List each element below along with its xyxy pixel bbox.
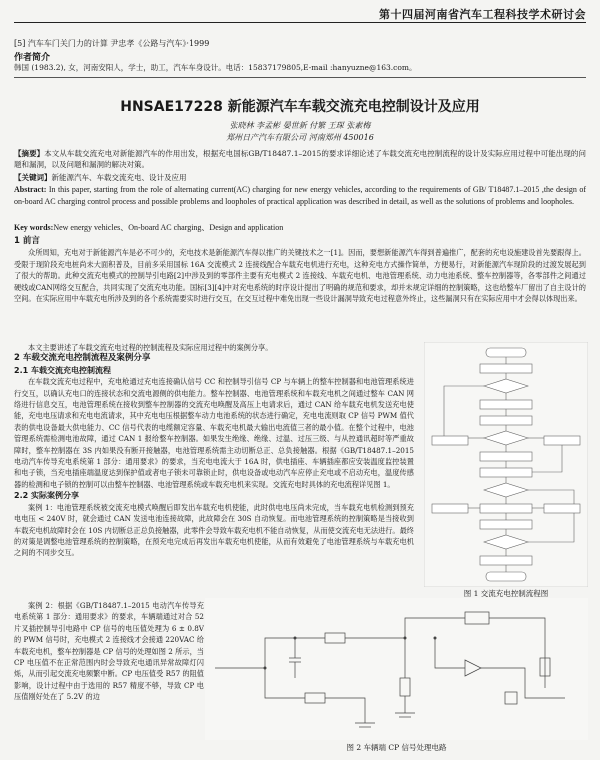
case-2-text: 案例 2：根据《GB/T18487.1–2015 电动汽车传导充电系统第 1 部分：通用要求》的要求，车辆端通过对合 52 片叉插控制导引电路中 CP 信号的电压值处理为 6 ± 0.8V 的 PWM 信号时，充电模式 2 连接线才会接通 220VAC 给车载充电机，整车控制器是 CP 信号的处理如图 2 所示，当 CP 电压值不在正常范围内时会导致充电通讯异常故障灯闪烁，从而引起交流充电频繁中断。CP 电压值受 R57 的阻值影响，设计过程中由于选用的 R57 精度不够，导致 CP 电压值刚好处在了 5.2V 的边: [14, 601, 204, 702]
paper-title: HNSAE17228 新能源汽车车载交流充电控制设计及应用: [120, 99, 480, 115]
figure-1-caption: 图 1 交流充电控制流程图: [463, 589, 549, 598]
section-2-1-para: 在车载交流充电过程中，充电枪通过充电连接确认信号 CC 和控制导引信号 CP 与车辆上的整车控制器和电池管理系统进行交互，以确认充电口的连接状态和交流电源侧的供电能力。整车控制器、电池管理系统和车载充电机之间通过整车 CAN 网络进行信息交互，电池管理系统在接收到整车控制器的交流充电唤醒及高压上电请求后，通过 CAN 给车载充电机发送充电使能，充电电压请求和充电电流请求，其中充电电压根据整车动力电池系统的状态进行确定，充电电流则取 CP 信号 PWM 值代表的供电设备最大供电能力、CC 信号代表的电缆额定容量、车载充电机最大输出电流值三者的最小值。在整个过程中，电池管理系统需检测电池故障，通过 CAN 1 报给整车控制器。如果发生绝缘、绝缘、过温、过压三级、与从控通讯超时等严重故障时，整车控制器在 3S 内如果没有断开接触器，电池管理系统需主动切断总正、总负接触器。根据《GB/T18487.1–2015 电动汽车传导充电系统第 1 部分：通用要求》的要求，当充电电流大于 16A 时，供电插座、车辆插座都应安装温度监控装置和电子锁，当充电插座端温度达到保护值或者电子锁未可靠锁止时，供电设备或电动汽车应停止充电或不启动充电，温度传感器的检测和电子锁的控制可以由整车控制器、电池管理系统或车载充电机来实现。交流充电时具体的充电流程详见图 1。: [14, 377, 414, 489]
abstract-en: [14, 184, 586, 208]
case-1-para: 案例 1：电池管理系统被交流充电模式唤醒后即发出车载充电机使能，此时供电电压尚未完成，当车载充电机检测到预充电电压 < 240V 时，就会通过 CAN 发送电池连接故障，此故障会在 30S 自动恢复。而电池管理系统的控制策略是当接收到车载充电机故障时会在 10S 内切断总正总负接触器，此零件会导致车载充电机不能自动恢复，从而使交流充电无法进行。最终的对策是调整电池管理系统的控制策略，在预充电完成后再发出车载充电机使能，从而有效避免了电池管理系统与车载充电机之间的不同步交互。: [14, 502, 414, 558]
keywords-cn: [14, 172, 586, 183]
bio-heading: 作者简介: [14, 53, 51, 63]
section-2-1-title: 2.1 车载交流充电控制流程: [14, 365, 111, 375]
abstract-cn-label: 【摘要】: [14, 149, 45, 158]
bio-rule: [14, 77, 586, 78]
reference-item: [5] 汽车车门关门力的计算 尹忠孝《公路与汽车》·1999: [14, 39, 210, 48]
keywords-en-label: Key words:: [14, 223, 54, 232]
section-1-para-1: 众所周知，充电对于新能源汽车是必不可少的，充电技术是新能源汽车得以推广的关键技术之一[1]。因而，要想新能源汽车得到普遍推广，配套的充电设施建设首先要跟得上。受限于现阶段充电桩尚未大面积普及，目前多采用国标 16A 交流模式 2 连接线配合车载充电机进行充电，这种充电方式操作简单，方便易行，对新能源汽车现阶段的过渡发展起到了很大的帮助。此种交流充电模式的控制导引电路[2]中涉及到的零部件主要有充电模式 2 连接线、车载充电机、电池管理系统、动力电池系统、整车控制器等，各零部件之间通过硬线或CAN网络交互配合，共同实现了交流充电功能。国标[3][4]中对充电系统的时序设计提出了明确的规范和要求，却并未规定详细的控制策略，这也给整车厂留出了自主设计的空间。在实际应用中车载充电所涉及到的各个系统需要实时进行交互，在交互过程中难免出现一些设计漏洞导致充电过程意外终止，这些漏洞只有在实际应用中才会得以体现出来。: [14, 248, 586, 304]
left-column: [14, 342, 414, 559]
abstract-en-label: Abstract:: [14, 185, 47, 194]
section-1: [14, 236, 586, 304]
paper-authors: 张晓林 李孟彬 晏世新 付繁 王琛 张素梅: [229, 121, 371, 130]
section-1-para-2: 本文主要讲述了车载交流充电过程的控制流程及实际应用过程中的案例分享。: [28, 343, 273, 352]
section-1-title: 1 前言: [14, 236, 40, 246]
section-2-title: 2 车载交流充电控制流程及案例分享: [14, 353, 151, 364]
figure-1-flowchart: [424, 342, 588, 587]
keywords-cn-text: 新能源汽车、车载交流充电、设计及应用: [51, 173, 187, 182]
keywords-cn-label: 【关键词】: [14, 173, 52, 182]
bio-text: 韩国 (1983.2), 女，河南安阳人，学士，助工，汽车车身设计。电话：15837179805,E-mail :hanyuzne@163.com。: [14, 63, 417, 72]
journal-header: 第十四届河南省汽车工程科技学术研讨会: [379, 8, 586, 21]
keywords-en: [14, 222, 586, 234]
paper-affiliation: 郑州日产汽车有限公司 河南郑州 450016: [226, 133, 374, 142]
figure-2-caption: 图 2 车辆端 CP 信号处理电路: [346, 743, 447, 752]
figure-2-circuit: [205, 598, 588, 740]
abstract-cn: [14, 148, 586, 170]
abstract-cn-text: 本文从车载交流充电对新能源汽车的作用出发，根据充电国标GB/T18487.1–2015的要求详细论述了车载交流充电控制流程的设计及实际应用过程中可能出现的问题和漏洞，以及问题和漏洞的解决对策。: [14, 149, 586, 169]
keywords-en-text: New energy vehicles、On-board AC charging、Design and application: [53, 223, 284, 232]
section-2-2-title: 2.2 实际案例分享: [14, 491, 79, 501]
header-rule: [14, 22, 586, 23]
abstract-en-text: In this paper, starting from the role of alternating current(AC) charging for new energy vehicles, according to the requirements of GB/ T18487.1–2015 ,the design of on-board AC charging control process and possible problems and loopholes of practical application was described in detail, as well as the solutions of problems and loopholes.: [14, 185, 586, 206]
case-2-para: [14, 600, 204, 750]
